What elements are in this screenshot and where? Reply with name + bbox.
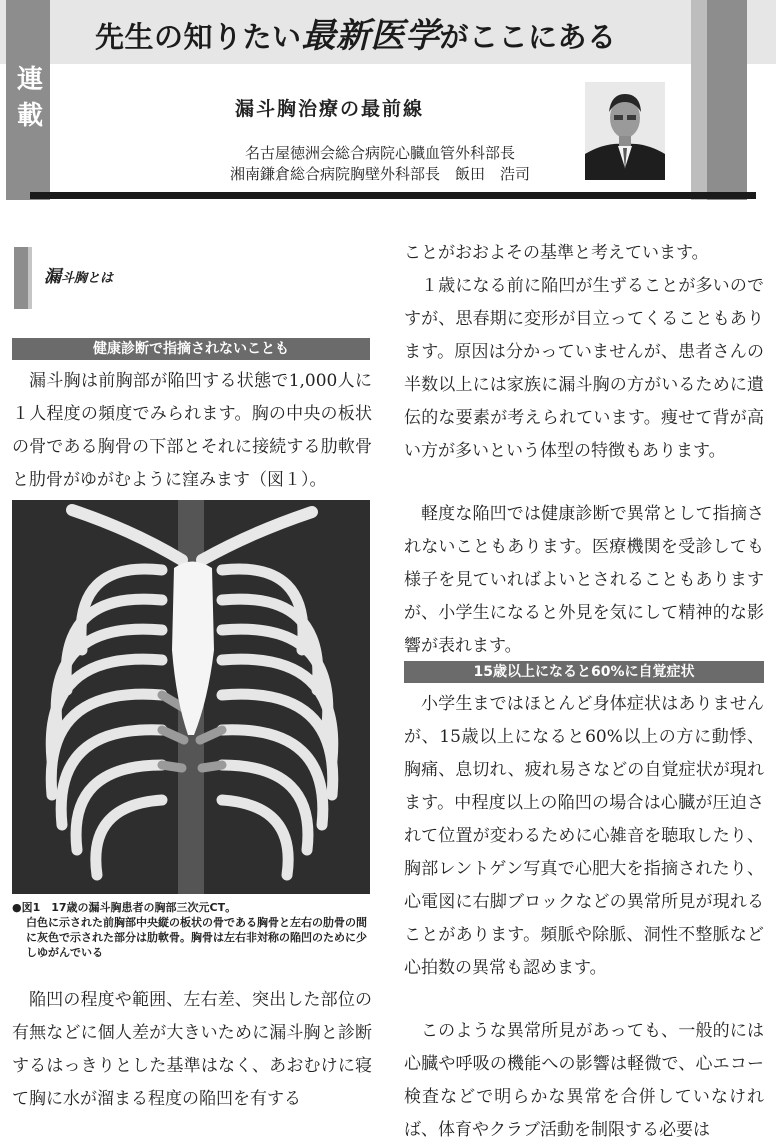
paragraph-right-4: このような異常所見があっても、一般的には心臓や呼吸の機能への影響は軽微で、心エコー検査などで明らかな異常を合併していなければ、体育やクラブ活動を制限する必要は	[404, 1021, 764, 1140]
title-emphasis: 最新医学	[301, 16, 440, 56]
author-line-2: 湘南鎌倉総合病院胸壁外科部長 飯田 浩司	[229, 165, 530, 183]
page-title	[95, 14, 685, 58]
paragraph-right-1: １歳になる前に陥凹が生ずることが多いのですが、思春期に変形が目立ってくることもあります。原因は分かっていませんが、患者さんの半数以上には家族に漏斗胸の方がいるために遺伝的な要素が考えられています。痩せて背が高い方が多いという体型の特徴もあります。	[404, 276, 764, 461]
ct-figure	[12, 500, 370, 894]
serial-label: 連載	[16, 65, 43, 131]
section-heading-rest: 斗胸とは	[61, 271, 114, 286]
section-heading-main: 漏	[44, 267, 61, 287]
ct-image-graphic	[12, 500, 370, 894]
subheading-symptoms: 15歳以上になると60%に自覚症状	[404, 661, 764, 683]
title-suffix: がここにある	[439, 20, 617, 54]
paragraph-left-2: 陥凹の程度や範囲、左右差、突出した部位の有無などに個人差が大きいために漏斗胸と診断するはっきりとした基準はなく、あおむけに寝て胸に水が溜まる程度の陥凹を有する	[12, 990, 372, 1109]
caption-line-2: 白色に示された前胸部中央縦の板状の骨である胸骨と左右の肋骨の間に灰色で示された部分は肋軟骨。胸骨は左右非対称の陥凹のために少しゆがんでいる	[26, 916, 367, 959]
caption-line-1: ●図1 17歳の漏斗胸患者の胸部三次元CT。	[12, 901, 237, 914]
series-title: 漏斗胸治療の最前線	[235, 98, 425, 120]
section-marker	[14, 247, 28, 309]
author-portrait	[585, 82, 665, 180]
figure-caption	[12, 900, 376, 960]
section-marker-light	[28, 247, 32, 309]
subheading-checkup: 健康診断で指摘されないことも	[12, 338, 370, 360]
author-line-1: 名古屋徳洲会総合病院心臓血管外科部長	[244, 144, 515, 162]
header-stripe-right-light	[691, 0, 707, 200]
title-prefix: 先生の知りたい	[95, 20, 302, 54]
header-rule	[30, 192, 756, 199]
author-block	[170, 143, 590, 185]
paragraph-left-1: 漏斗胸は前胸部が陥凹する状態で1,000人に１人程度の頻度でみられます。胸の中央の板状の骨である胸骨の下部とそれに接続する肋軟骨と肋骨がゆがむように窪みます（図１）。	[12, 371, 372, 490]
header-stripe-right	[707, 0, 747, 200]
paragraph-right-2: 軽度な陥凹では健康診断で異常として指摘されないこともあります。医療機関を受診しても様子を見ていればよいとされることもありますが、小学生になると外見を気にして精神的な影響が表れます。	[404, 504, 764, 656]
paragraph-right-3: 小学生まではほとんど身体症状はありませんが、15歳以上になると60%以上の方に動悸、胸痛、息切れ、疲れ易さなどの自覚症状が現れます。中程度以上の陥凹の場合は心臓が圧迫されて位置が変わるために心雑音を聴取したり、胸部レントゲン写真で心肥大を指摘されたり、心電図に右脚ブロックなどの異常所見が現れることがあります。頻脈や除脈、洞性不整脈など心拍数の異常も認めます。	[404, 694, 764, 978]
paragraph-right-0: ことがおおよその基準と考えています。	[404, 243, 709, 263]
section-heading	[44, 262, 113, 287]
